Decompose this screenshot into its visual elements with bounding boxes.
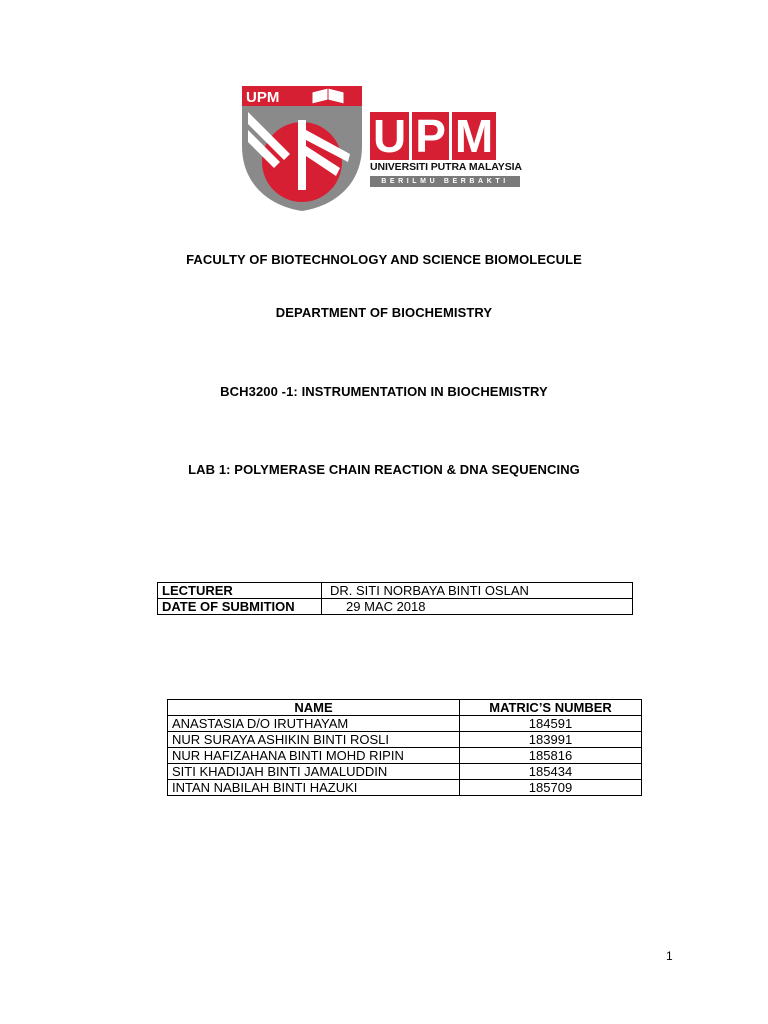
- member-name: NUR SURAYA ASHIKIN BINTI ROSLI: [168, 732, 460, 748]
- lecturer-label: LECTURER: [158, 583, 322, 599]
- lab-heading: LAB 1: POLYMERASE CHAIN REACTION & DNA SEQUENCING: [188, 462, 580, 477]
- university-motto: BERILMU BERBAKTI: [370, 176, 520, 187]
- wordmark-letters: [370, 112, 496, 162]
- member-name: ANASTASIA D/O IRUTHAYAM: [168, 716, 460, 732]
- group-members-table: [167, 699, 642, 796]
- faculty-heading: FACULTY OF BIOTECHNOLOGY AND SCIENCE BIOMOLECULE: [186, 252, 582, 267]
- member-matric: 183991: [460, 732, 642, 748]
- svg-text:UPM: UPM: [246, 89, 280, 106]
- column-header-name: NAME: [168, 700, 460, 716]
- department-heading: DEPARTMENT OF BIOCHEMISTRY: [275, 305, 493, 320]
- date-label: DATE OF SUBMITION: [158, 599, 322, 615]
- wordmark-letter-u: U: [370, 112, 409, 160]
- table-row: [168, 780, 642, 796]
- upm-wordmark: [370, 112, 522, 188]
- wordmark-letter-m: M: [452, 112, 496, 160]
- table-row: [168, 748, 642, 764]
- member-matric: 185709: [460, 780, 642, 796]
- course-heading: BCH3200 -1: INSTRUMENTATION IN BIOCHEMISTRY: [220, 384, 548, 399]
- table-row: [158, 583, 633, 599]
- member-name: SITI KHADIJAH BINTI JAMALUDDIN: [168, 764, 460, 780]
- lecturer-value: DR. SITI NORBAYA BINTI OSLAN: [322, 583, 633, 599]
- table-row: [168, 764, 642, 780]
- crest-text: [244, 87, 304, 107]
- member-matric: 185434: [460, 764, 642, 780]
- member-matric: 185816: [460, 748, 642, 764]
- date-value: 29 MAC 2018: [322, 599, 633, 615]
- member-matric: 184591: [460, 716, 642, 732]
- column-header-matric: MATRIC’S NUMBER: [460, 700, 642, 716]
- submission-info-table: [157, 582, 633, 615]
- table-header-row: [168, 700, 642, 716]
- table-row: [158, 599, 633, 615]
- wordmark-letter-p: P: [412, 112, 449, 160]
- member-name: NUR HAFIZAHANA BINTI MOHD RIPIN: [168, 748, 460, 764]
- table-row: [168, 716, 642, 732]
- university-name: UNIVERSITI PUTRA MALAYSIA: [370, 161, 522, 173]
- table-row: [168, 732, 642, 748]
- page-number: 1: [666, 949, 673, 963]
- upm-logo: [240, 84, 524, 212]
- member-name: INTAN NABILAH BINTI HAZUKI: [168, 780, 460, 796]
